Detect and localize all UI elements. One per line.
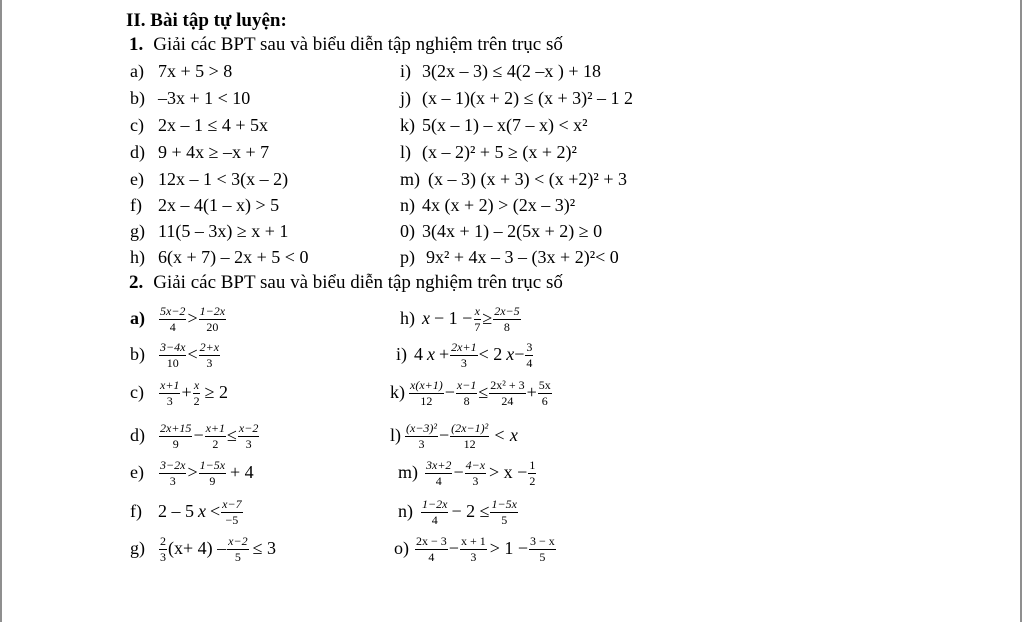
problem-1m <box>400 168 627 190</box>
left-border <box>0 0 2 622</box>
problem-2e <box>130 459 254 488</box>
problem-text: 3(4x + 1) – 2(5x + 2) ≥ 0 <box>422 221 603 241</box>
denominator: 5 <box>234 550 241 564</box>
problem-1i <box>400 60 601 82</box>
problem-label: i) <box>400 61 411 81</box>
problem-1a <box>130 60 232 82</box>
denominator: 2 <box>193 394 200 408</box>
exercise-1-text: Giải các BPT sau và biểu diễn tập nghiệm trên trục số <box>153 34 563 55</box>
problem-label: d) <box>130 424 145 445</box>
numerator: x−7 <box>222 497 242 511</box>
operator: − <box>193 424 204 445</box>
problem-text: 11(5 – 3x) ≥ x + 1 <box>158 221 289 241</box>
problem-label: k) <box>400 115 415 135</box>
denominator: 4 <box>431 513 438 527</box>
problem-text: 3(2x – 3) ≤ 4(2 –x ) + 18 <box>422 61 602 81</box>
fraction <box>159 422 192 451</box>
fraction <box>528 459 536 488</box>
problem-1d <box>130 141 269 163</box>
denominator: 3 <box>206 356 213 370</box>
denominator: 3 <box>166 394 173 408</box>
problem-2h <box>400 305 522 334</box>
fraction <box>227 535 248 564</box>
denominator: −5 <box>225 513 239 527</box>
problem-1k <box>400 114 588 136</box>
problem-1p <box>400 246 619 268</box>
problem-label: a) <box>130 61 144 81</box>
exercise-2-number: 2. <box>129 272 144 293</box>
problem-label: e) <box>130 169 144 189</box>
rest: ≤ 3 <box>252 537 276 558</box>
problem-label: b) <box>130 343 145 364</box>
problem-label: j) <box>400 88 411 108</box>
problem-2i <box>396 341 534 370</box>
denominator: 3 <box>472 474 479 488</box>
problem-2g <box>130 535 276 564</box>
exercise-1-number: 1. <box>129 34 144 55</box>
fraction <box>159 341 186 370</box>
numerator: x <box>193 378 200 392</box>
problem-label: f) <box>130 195 142 215</box>
numerator: 1−2x <box>199 304 226 318</box>
denominator: 3 <box>418 437 425 451</box>
numerator: 2x+1 <box>451 340 477 354</box>
fraction <box>199 341 220 370</box>
problem-label: n) <box>398 500 413 521</box>
fraction <box>415 535 448 564</box>
numerator: 1−5x <box>199 458 226 472</box>
numerator: x−2 <box>238 421 259 435</box>
fraction <box>538 379 552 408</box>
denominator: 4 <box>428 550 435 564</box>
problem-text: 9 + 4x ≥ –x + 7 <box>158 142 270 162</box>
problem-text: (x – 3) (x + 3) < (x +2)² + 3 <box>428 169 627 189</box>
numerator: 5x <box>538 378 551 392</box>
denominator: 7 <box>474 320 481 334</box>
operator: ≤ <box>227 424 237 445</box>
rest: + 4 <box>230 461 254 482</box>
problem-1e <box>130 168 288 190</box>
fraction <box>159 305 186 334</box>
term: > 1 − <box>489 537 529 558</box>
problem-label: m) <box>400 169 420 189</box>
operator: + <box>181 381 192 402</box>
numerator: 3 <box>526 340 533 354</box>
operator: − <box>514 343 525 364</box>
problem-text: (x – 2)² + 5 ≥ (x + 2)² <box>422 142 577 162</box>
fraction <box>405 422 438 451</box>
term: > x − <box>489 461 528 482</box>
numerator: x+1 <box>160 378 180 392</box>
operator: > <box>187 307 198 328</box>
numerator: 1−2x <box>422 497 448 511</box>
denominator: 3 <box>160 550 166 564</box>
variable: x <box>198 500 206 521</box>
denominator: 4 <box>435 474 442 488</box>
problem-label: k) <box>390 381 405 402</box>
operator: − <box>453 461 464 482</box>
problem-label: l) <box>390 424 401 445</box>
problem-2a <box>130 305 227 334</box>
operator: < <box>210 500 221 521</box>
denominator: 3 <box>460 356 467 370</box>
problem-text: 2x – 4(1 – x) > 5 <box>158 195 280 215</box>
numerator: 1−5x <box>491 497 517 511</box>
problem-2m <box>398 459 537 488</box>
section-heading: II. Bài tập tự luyện: <box>126 10 287 31</box>
problem-2n <box>398 498 519 527</box>
fraction <box>159 535 167 564</box>
operator: < <box>187 343 198 364</box>
numerator: 2x−5 <box>494 304 520 318</box>
fraction <box>450 422 489 451</box>
problem-label: d) <box>130 142 145 162</box>
problem-text: 4x (x + 2) > (2x – 3)² <box>422 195 576 215</box>
denominator: 4 <box>169 320 176 334</box>
fraction <box>450 341 477 370</box>
problem-text: 12x – 1 < 3(x – 2) <box>158 169 289 189</box>
numerator: x(x+1) <box>410 378 443 392</box>
problem-1h <box>130 246 308 268</box>
problem-2o <box>394 535 557 564</box>
term: < 2 <box>478 343 503 364</box>
fraction <box>199 459 226 488</box>
problem-2c <box>130 379 228 408</box>
numerator: x−1 <box>456 378 477 392</box>
denominator: 5 <box>539 550 546 564</box>
problem-text: 2x – 1 ≤ 4 + 5x <box>158 115 269 135</box>
problem-2k <box>390 379 553 408</box>
fraction <box>489 379 525 408</box>
problem-1o <box>400 220 602 242</box>
operator: ≥ <box>482 307 493 328</box>
denominator: 3 <box>169 474 176 488</box>
problem-label: i) <box>396 343 407 364</box>
fraction <box>421 498 448 527</box>
fraction <box>205 422 226 451</box>
problem-label: h) <box>400 307 415 328</box>
exercise-2-title <box>129 272 563 294</box>
problem-2b <box>130 341 221 370</box>
operator: + <box>526 381 537 402</box>
problem-1n <box>400 194 575 216</box>
problem-label: h) <box>130 247 145 267</box>
fraction <box>238 422 259 451</box>
problem-text: 7x + 5 > 8 <box>158 61 233 81</box>
problem-1g <box>130 220 288 242</box>
fraction <box>159 459 186 488</box>
problem-1l <box>400 141 577 163</box>
variable: x <box>427 343 435 364</box>
numerator: x <box>474 304 480 318</box>
fraction <box>493 305 520 334</box>
numerator: 2x − 3 <box>416 534 447 548</box>
fraction <box>473 305 481 334</box>
problem-label: f) <box>130 500 142 521</box>
problem-text: 5(x – 1) – x(7 – x) < x² <box>422 115 588 135</box>
numerator: 2+x <box>199 340 220 354</box>
term: 4 <box>414 343 423 364</box>
problem-label: b) <box>130 88 145 108</box>
problem-label: g) <box>130 537 145 558</box>
operator: − <box>439 424 450 445</box>
fraction <box>460 535 487 564</box>
numerator: x−2 <box>228 534 248 548</box>
term: 2 – 5 <box>158 500 194 521</box>
denominator: 2 <box>212 437 219 451</box>
problem-text: (x – 1)(x + 2) ≤ (x + 3)² – 1 2 <box>422 88 634 108</box>
denominator: 8 <box>463 394 470 408</box>
denominator: 12 <box>420 394 433 408</box>
variable: x <box>506 343 515 364</box>
problem-label: c) <box>130 381 144 402</box>
fraction <box>193 379 201 408</box>
problem-label: p) <box>400 247 415 267</box>
numerator: 2x+15 <box>160 421 192 435</box>
numerator: 3 − x <box>530 534 555 548</box>
problem-1b <box>130 87 250 109</box>
numerator: 3−4x <box>160 340 186 354</box>
problem-1j <box>400 87 633 109</box>
denominator: 20 <box>206 320 219 334</box>
operator: > <box>187 461 198 482</box>
fraction <box>409 379 444 408</box>
problem-1f <box>130 194 279 216</box>
problem-1c <box>130 114 268 136</box>
denominator: 3 <box>470 550 477 564</box>
problem-label: c) <box>130 115 144 135</box>
numerator: 4−x <box>465 458 486 472</box>
denominator: 3 <box>245 437 252 451</box>
denominator: 24 <box>501 394 514 408</box>
numerator: 1 <box>529 458 536 472</box>
denominator: 10 <box>166 356 179 370</box>
problem-2f <box>130 498 244 527</box>
numerator: 3x+2 <box>426 458 452 472</box>
right-border <box>1020 0 1022 622</box>
problem-label: g) <box>130 221 145 241</box>
fraction <box>529 535 556 564</box>
numerator: (x−3)² <box>406 421 438 435</box>
exercise-2-text: Giải các BPT sau và biểu diễn tập nghiệm trên trục số <box>153 272 563 293</box>
numerator: 3−2x <box>160 458 186 472</box>
denominator: 9 <box>172 437 179 451</box>
rest: ≥ 2 <box>204 381 228 402</box>
fraction <box>525 341 533 370</box>
fraction <box>425 459 452 488</box>
problem-text: –3x + 1 < 10 <box>158 88 251 108</box>
denominator: 8 <box>503 320 510 334</box>
problem-label: 0) <box>400 221 415 241</box>
term: − 1 − <box>434 307 473 328</box>
fraction <box>221 498 242 527</box>
fraction <box>456 379 477 408</box>
exercise-1-title <box>129 34 563 56</box>
numerator: (2x−1)² <box>451 421 489 435</box>
problem-label: m) <box>398 461 418 482</box>
problem-text: 9x² + 4x – 3 – (3x + 2)²< 0 <box>426 247 619 267</box>
numerator: 2 <box>160 534 166 548</box>
denominator: 12 <box>463 437 476 451</box>
rest: < x <box>493 424 518 445</box>
numerator: x+1 <box>205 421 226 435</box>
numerator: 2x² + 3 <box>490 378 525 392</box>
numerator: x + 1 <box>460 534 486 548</box>
problem-2l <box>390 422 518 451</box>
fraction <box>159 379 180 408</box>
operator: + <box>439 343 450 364</box>
problem-text: 6(x + 7) – 2x + 5 < 0 <box>158 247 309 267</box>
fraction <box>465 459 486 488</box>
denominator: 2 <box>529 474 536 488</box>
problem-label: o) <box>394 537 409 558</box>
problem-label: e) <box>130 461 144 482</box>
denominator: 9 <box>209 474 216 488</box>
fraction <box>199 305 226 334</box>
problem-label: n) <box>400 195 415 215</box>
problem-label: a) <box>130 307 145 328</box>
operator: − <box>444 381 455 402</box>
denominator: 6 <box>541 394 548 408</box>
problem-2d <box>130 422 260 451</box>
denominator: 4 <box>526 356 533 370</box>
operator: ≤ <box>478 381 489 402</box>
numerator: 5x−2 <box>160 304 186 318</box>
denominator: 5 <box>501 513 508 527</box>
variable: x <box>422 307 430 328</box>
fraction <box>490 498 517 527</box>
term: (x+ 4) – <box>168 537 227 558</box>
operator: − <box>448 537 459 558</box>
term: − 2 ≤ <box>451 500 490 521</box>
problem-label: l) <box>400 142 411 162</box>
